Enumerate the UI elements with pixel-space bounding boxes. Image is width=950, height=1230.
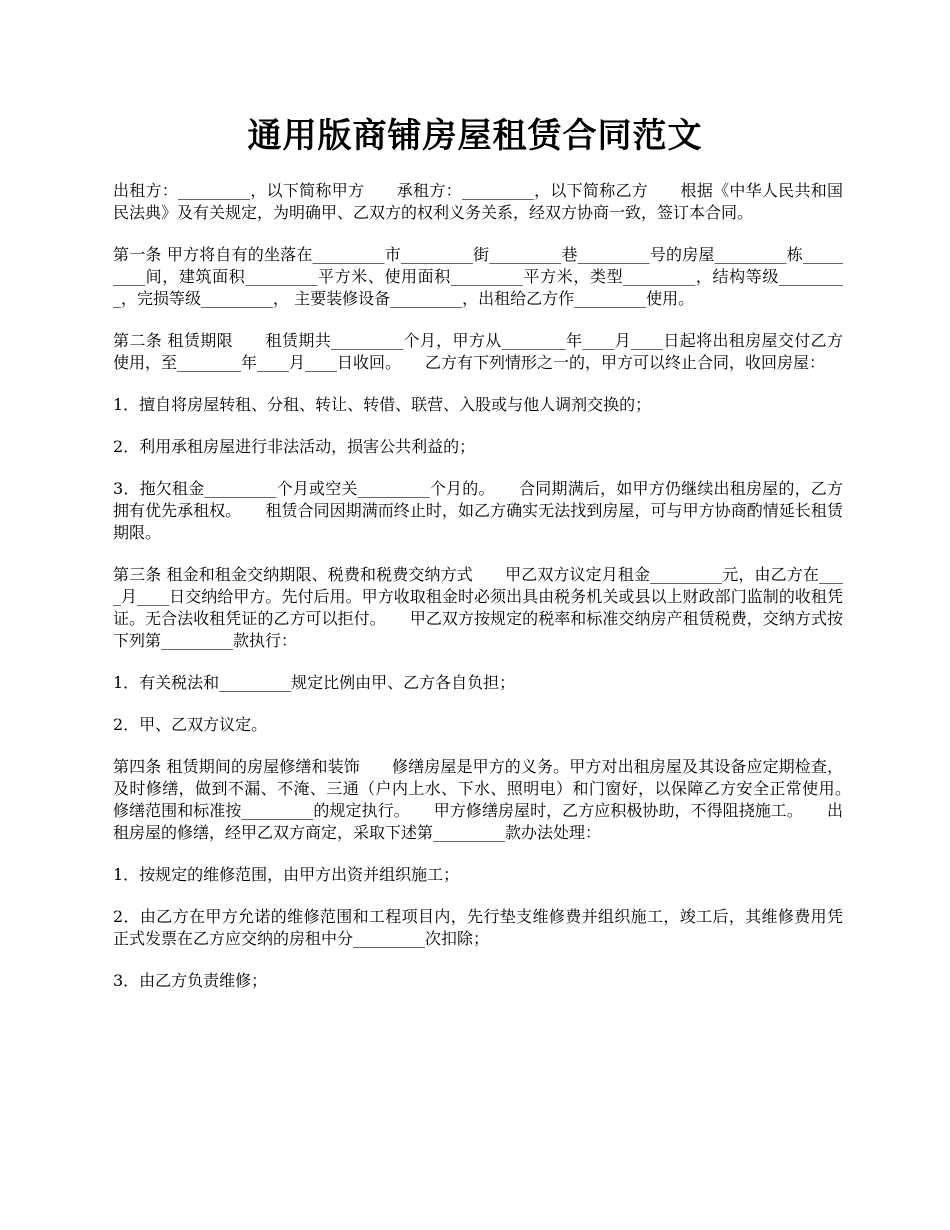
paragraph-article-2-item-3: 3．拖欠租金_________个月或空关_________个月的。 合同期满后，如甲方仍继续出租房屋的，乙方拥有优先承租权。 租赁合同因期满而终止时，如乙方确实无法找到房屋，可与甲方协商酌情延长租赁期限。 xyxy=(113,479,843,542)
document-body xyxy=(113,180,876,1012)
paragraph-article-4-item-2: 2．由乙方在甲方允诺的维修范围和工程项目内，先行垫支维修费并组织施工，竣工后，其维修费用凭正式发票在乙方应交纳的房租中分_________次扣除； xyxy=(113,907,843,948)
paragraph-article-4: 第四条 租赁期间的房屋修缮和装饰 修缮房屋是甲方的义务。甲方对出租房屋及其设备应定期检查，及时修缮，做到不漏、不淹、三通（户内上水、下水、照明电）和门窗好，以保障乙方安全正常使用。 修缮范围和标准按_________的规定执行。 甲方修缮房屋时，乙方应积极协助，不得阻挠施工。 出租房屋的修缮，经甲乙双方商定，采取下述第_________款办法处理： xyxy=(113,757,876,842)
paragraph-article-2-item-1: 1．擅自将房屋转租、分租、转让、转借、联营、入股或与他人调剂交换的； xyxy=(113,395,652,414)
paragraph-article-4-item-1: 1．按规定的维修范围，由甲方出资并组织施工； xyxy=(113,865,460,884)
paragraph-article-2-item-2: 2．利用承租房屋进行非法活动，损害公共利益的； xyxy=(113,437,476,456)
paragraph-article-4-item-3: 3．由乙方负责维修； xyxy=(113,971,268,990)
paragraph-article-3-item-2: 2．甲、乙双方议定。 xyxy=(113,715,268,734)
paragraph-article-3-item-1: 1．有关税法和_________规定比例由甲、乙方各自负担； xyxy=(113,673,516,692)
paragraph-article-2: 第二条 租赁期限 租赁期共_________个月，甲方从________年____月____日起将出租房屋交付乙方使用，至________年____月____日收回。 乙方有下列情形之一的，甲方可以终止合同，收回房屋： xyxy=(113,331,843,372)
paragraph-article-1: 第一条 甲方将自有的坐落在_________市_________街_________巷_________号的房屋_________栋_________间，建筑面积_________平方米、使用面积_________平方米，类型_________，结构等级_________，完损等级_________， 主要装修设备_________，出租给乙方作_________使用。 xyxy=(113,245,843,308)
document-title: 通用版商铺房屋租赁合同范文 xyxy=(247,116,703,156)
paragraph-article-3: 第三条 租金和租金交纳期限、税费和税费交纳方式 甲乙双方议定月租金_________元，由乙方在____月____日交纳给甲方。先付后用。甲方收取租金时必须出具由税务机关或县以上财政部门监制的收租凭证。无合法收租凭证的乙方可以拒付。 甲乙双方按规定的税率和标准交纳房产租赁税费，交纳方式按下列第_________款执行： xyxy=(113,565,843,650)
paragraph-parties: 出租方：_________，以下简称甲方 承租方：_________，以下简称乙方 根据《中华人民共和国民法典》及有关规定，为明确甲、乙双方的权利义务关系，经双方协商一致，签订本合同。 xyxy=(113,181,843,222)
